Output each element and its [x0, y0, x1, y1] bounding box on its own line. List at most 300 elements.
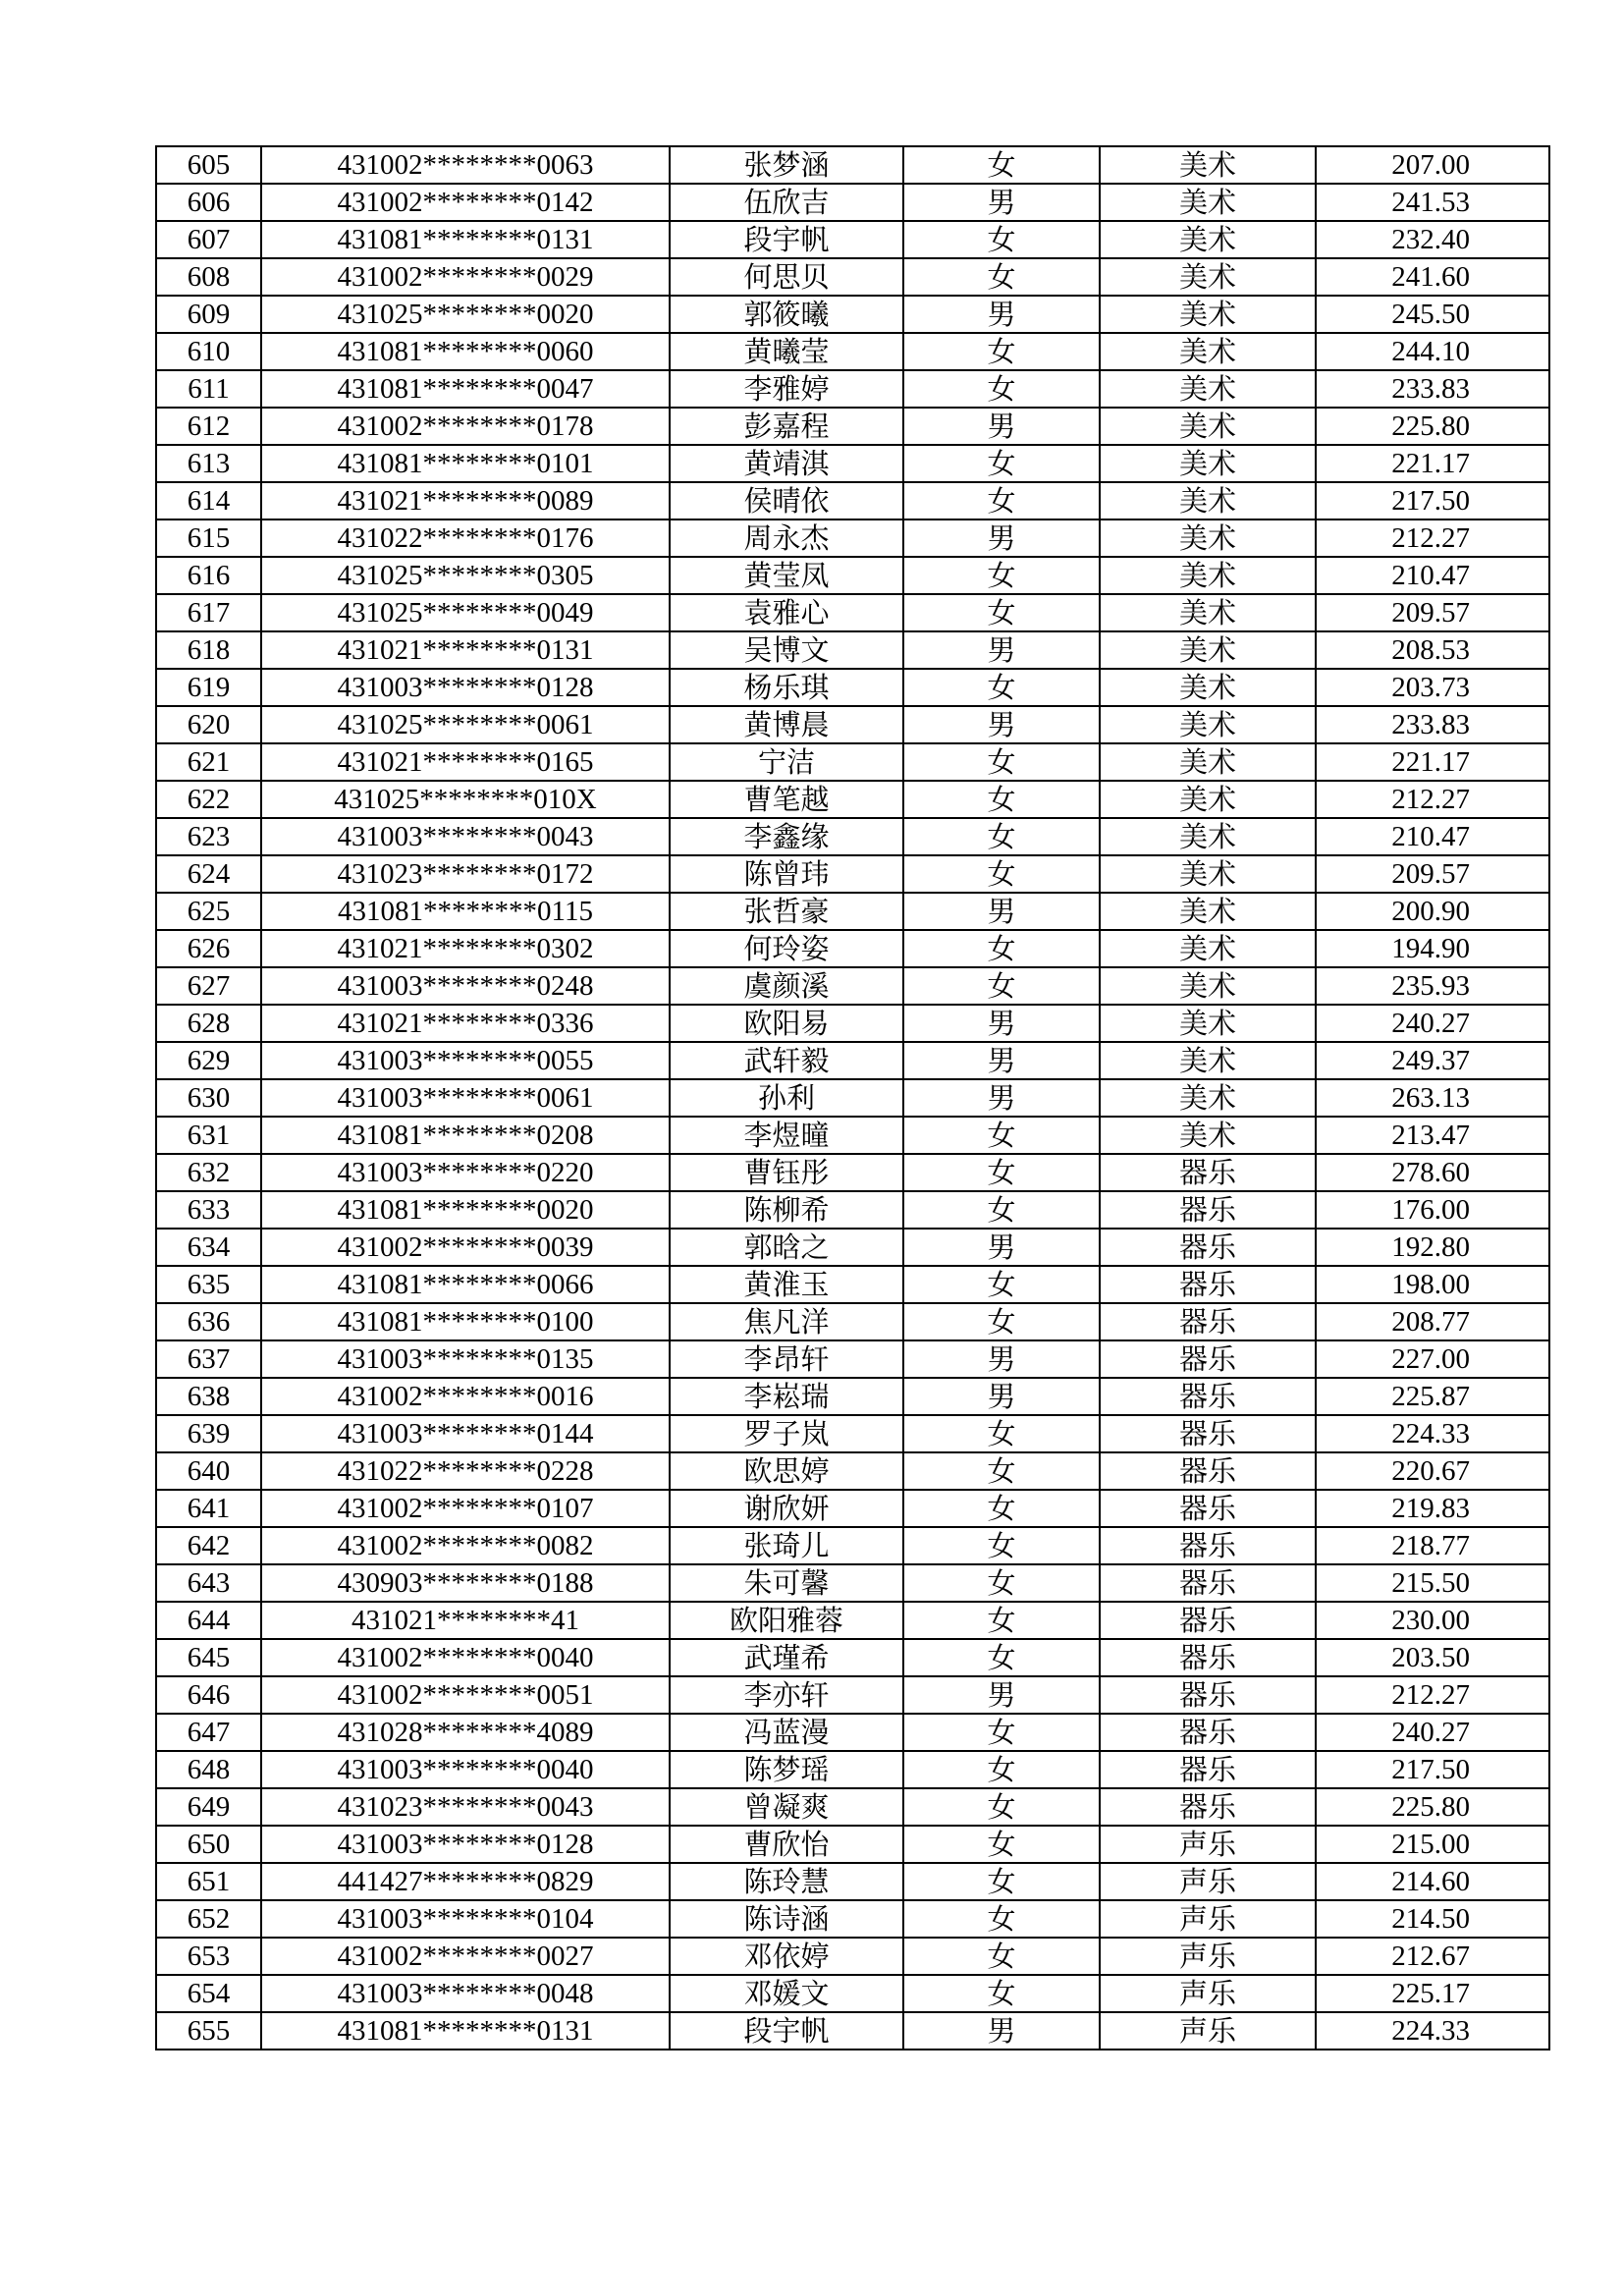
- row-number-cell: 624: [156, 855, 261, 893]
- gender-cell: 女: [903, 743, 1100, 781]
- row-number-cell: 644: [156, 1602, 261, 1639]
- score-cell: 225.17: [1316, 1975, 1549, 2012]
- id-number-cell: 431002********0142: [261, 184, 670, 221]
- category-cell: 器乐: [1100, 1527, 1316, 1564]
- table-row: [156, 146, 1549, 184]
- score-cell: 214.60: [1316, 1863, 1549, 1900]
- id-number-cell: 431025********0049: [261, 594, 670, 631]
- gender-cell: 女: [903, 1490, 1100, 1527]
- gender-cell: 男: [903, 1340, 1100, 1378]
- name-cell: 黄莹凤: [670, 557, 903, 594]
- category-cell: 器乐: [1100, 1378, 1316, 1415]
- table-row: [156, 445, 1549, 482]
- name-cell: 武瑾希: [670, 1639, 903, 1676]
- row-number-cell: 609: [156, 296, 261, 333]
- id-number-cell: 431003********0248: [261, 967, 670, 1005]
- row-number-cell: 638: [156, 1378, 261, 1415]
- gender-cell: 女: [903, 669, 1100, 706]
- name-cell: 邓依婷: [670, 1938, 903, 1975]
- name-cell: 何思贝: [670, 258, 903, 296]
- row-number-cell: 620: [156, 706, 261, 743]
- name-cell: 欧阳易: [670, 1005, 903, 1042]
- id-number-cell: 431002********0063: [261, 146, 670, 184]
- category-cell: 器乐: [1100, 1303, 1316, 1340]
- category-cell: 美术: [1100, 1042, 1316, 1079]
- gender-cell: 女: [903, 1639, 1100, 1676]
- id-number-cell: 431023********0043: [261, 1788, 670, 1826]
- gender-cell: 女: [903, 1191, 1100, 1229]
- gender-cell: 男: [903, 1042, 1100, 1079]
- table-row: [156, 1452, 1549, 1490]
- category-cell: 器乐: [1100, 1154, 1316, 1191]
- name-cell: 郭晗之: [670, 1229, 903, 1266]
- score-cell: 210.47: [1316, 557, 1549, 594]
- table-row: [156, 408, 1549, 445]
- row-number-cell: 606: [156, 184, 261, 221]
- category-cell: 器乐: [1100, 1191, 1316, 1229]
- gender-cell: 女: [903, 1415, 1100, 1452]
- row-number-cell: 640: [156, 1452, 261, 1490]
- score-cell: 212.27: [1316, 1676, 1549, 1714]
- name-cell: 彭嘉程: [670, 408, 903, 445]
- name-cell: 李煜曈: [670, 1117, 903, 1154]
- gender-cell: 女: [903, 1975, 1100, 2012]
- category-cell: 美术: [1100, 408, 1316, 445]
- table-row: [156, 1154, 1549, 1191]
- table-row: [156, 1005, 1549, 1042]
- gender-cell: 女: [903, 1527, 1100, 1564]
- name-cell: 李雅婷: [670, 370, 903, 408]
- category-cell: 美术: [1100, 146, 1316, 184]
- gender-cell: 女: [903, 967, 1100, 1005]
- row-number-cell: 641: [156, 1490, 261, 1527]
- score-cell: 224.33: [1316, 1415, 1549, 1452]
- score-cell: 220.67: [1316, 1452, 1549, 1490]
- score-cell: 219.83: [1316, 1490, 1549, 1527]
- name-cell: 李崧瑞: [670, 1378, 903, 1415]
- gender-cell: 男: [903, 1229, 1100, 1266]
- score-cell: 221.17: [1316, 743, 1549, 781]
- gender-cell: 女: [903, 557, 1100, 594]
- gender-cell: 女: [903, 221, 1100, 258]
- gender-cell: 女: [903, 1751, 1100, 1788]
- table-row: [156, 1863, 1549, 1900]
- category-cell: 美术: [1100, 221, 1316, 258]
- gender-cell: 女: [903, 1714, 1100, 1751]
- category-cell: 美术: [1100, 855, 1316, 893]
- id-number-cell: 431003********0048: [261, 1975, 670, 2012]
- row-number-cell: 612: [156, 408, 261, 445]
- id-number-cell: 431025********010X: [261, 781, 670, 818]
- id-number-cell: 431002********0051: [261, 1676, 670, 1714]
- score-cell: 227.00: [1316, 1340, 1549, 1378]
- category-cell: 美术: [1100, 594, 1316, 631]
- gender-cell: 男: [903, 1005, 1100, 1042]
- table-row: [156, 1378, 1549, 1415]
- id-number-cell: 431021********41: [261, 1602, 670, 1639]
- score-cell: 194.90: [1316, 930, 1549, 967]
- table-row: [156, 333, 1549, 370]
- table-row: [156, 893, 1549, 930]
- category-cell: 美术: [1100, 296, 1316, 333]
- row-number-cell: 611: [156, 370, 261, 408]
- name-cell: 陈曾玮: [670, 855, 903, 893]
- score-cell: 210.47: [1316, 818, 1549, 855]
- gender-cell: 男: [903, 2012, 1100, 2050]
- table-row: [156, 1079, 1549, 1117]
- row-number-cell: 630: [156, 1079, 261, 1117]
- name-cell: 邓媛文: [670, 1975, 903, 2012]
- score-cell: 233.83: [1316, 706, 1549, 743]
- category-cell: 器乐: [1100, 1602, 1316, 1639]
- id-number-cell: 431002********0039: [261, 1229, 670, 1266]
- id-number-cell: 431025********0305: [261, 557, 670, 594]
- row-number-cell: 655: [156, 2012, 261, 2050]
- name-cell: 郭筱曦: [670, 296, 903, 333]
- table-row: [156, 855, 1549, 893]
- score-cell: 245.50: [1316, 296, 1549, 333]
- row-number-cell: 648: [156, 1751, 261, 1788]
- score-cell: 209.57: [1316, 594, 1549, 631]
- score-cell: 192.80: [1316, 1229, 1549, 1266]
- name-cell: 虞颜溪: [670, 967, 903, 1005]
- score-cell: 203.73: [1316, 669, 1549, 706]
- id-number-cell: 431081********0101: [261, 445, 670, 482]
- score-cell: 263.13: [1316, 1079, 1549, 1117]
- table-row: [156, 557, 1549, 594]
- name-cell: 陈柳希: [670, 1191, 903, 1229]
- category-cell: 美术: [1100, 557, 1316, 594]
- id-number-cell: 431021********0302: [261, 930, 670, 967]
- row-number-cell: 642: [156, 1527, 261, 1564]
- score-cell: 203.50: [1316, 1639, 1549, 1676]
- score-cell: 209.57: [1316, 855, 1549, 893]
- id-number-cell: 431003********0128: [261, 669, 670, 706]
- row-number-cell: 625: [156, 893, 261, 930]
- name-cell: 黄淮玉: [670, 1266, 903, 1303]
- row-number-cell: 629: [156, 1042, 261, 1079]
- row-number-cell: 626: [156, 930, 261, 967]
- id-number-cell: 431081********0115: [261, 893, 670, 930]
- category-cell: 器乐: [1100, 1229, 1316, 1266]
- gender-cell: 男: [903, 893, 1100, 930]
- category-cell: 声乐: [1100, 1863, 1316, 1900]
- score-cell: 225.80: [1316, 1788, 1549, 1826]
- id-number-cell: 431003********0144: [261, 1415, 670, 1452]
- row-number-cell: 654: [156, 1975, 261, 2012]
- id-number-cell: 431023********0172: [261, 855, 670, 893]
- category-cell: 美术: [1100, 631, 1316, 669]
- name-cell: 曹笔越: [670, 781, 903, 818]
- category-cell: 器乐: [1100, 1714, 1316, 1751]
- row-number-cell: 633: [156, 1191, 261, 1229]
- name-cell: 黄靖淇: [670, 445, 903, 482]
- table-row: [156, 1303, 1549, 1340]
- name-cell: 曹欣怡: [670, 1826, 903, 1863]
- id-number-cell: 431081********0100: [261, 1303, 670, 1340]
- gender-cell: 女: [903, 146, 1100, 184]
- score-cell: 249.37: [1316, 1042, 1549, 1079]
- id-number-cell: 431028********4089: [261, 1714, 670, 1751]
- gender-cell: 女: [903, 333, 1100, 370]
- id-number-cell: 431081********0060: [261, 333, 670, 370]
- id-number-cell: 431021********0165: [261, 743, 670, 781]
- id-number-cell: 431003********0043: [261, 818, 670, 855]
- gender-cell: 女: [903, 482, 1100, 519]
- category-cell: 美术: [1100, 1079, 1316, 1117]
- table-row: [156, 1788, 1549, 1826]
- row-number-cell: 613: [156, 445, 261, 482]
- name-cell: 张梦涵: [670, 146, 903, 184]
- category-cell: 器乐: [1100, 1788, 1316, 1826]
- gender-cell: 女: [903, 855, 1100, 893]
- id-number-cell: 431025********0020: [261, 296, 670, 333]
- gender-cell: 男: [903, 1378, 1100, 1415]
- table-row: [156, 1826, 1549, 1863]
- gender-cell: 女: [903, 1863, 1100, 1900]
- score-cell: 230.00: [1316, 1602, 1549, 1639]
- table-row: [156, 818, 1549, 855]
- table-row: [156, 1117, 1549, 1154]
- table-row: [156, 1340, 1549, 1378]
- table-row: [156, 1975, 1549, 2012]
- id-number-cell: 431021********0131: [261, 631, 670, 669]
- table-row: [156, 482, 1549, 519]
- row-number-cell: 627: [156, 967, 261, 1005]
- score-cell: 214.50: [1316, 1900, 1549, 1938]
- category-cell: 声乐: [1100, 1975, 1316, 2012]
- gender-cell: 女: [903, 1826, 1100, 1863]
- category-cell: 声乐: [1100, 1900, 1316, 1938]
- id-number-cell: 431021********0089: [261, 482, 670, 519]
- gender-cell: 女: [903, 1154, 1100, 1191]
- id-number-cell: 431002********0107: [261, 1490, 670, 1527]
- score-cell: 212.67: [1316, 1938, 1549, 1975]
- row-number-cell: 610: [156, 333, 261, 370]
- table-row: [156, 1042, 1549, 1079]
- gender-cell: 男: [903, 519, 1100, 557]
- table-row: [156, 1938, 1549, 1975]
- category-cell: 美术: [1100, 1117, 1316, 1154]
- table-row: [156, 519, 1549, 557]
- id-number-cell: 431002********0016: [261, 1378, 670, 1415]
- score-cell: 200.90: [1316, 893, 1549, 930]
- table-row: [156, 781, 1549, 818]
- row-number-cell: 608: [156, 258, 261, 296]
- row-number-cell: 621: [156, 743, 261, 781]
- results-table-body: [156, 146, 1549, 2050]
- row-number-cell: 605: [156, 146, 261, 184]
- id-number-cell: 431003********0061: [261, 1079, 670, 1117]
- category-cell: 美术: [1100, 893, 1316, 930]
- name-cell: 谢欣妍: [670, 1490, 903, 1527]
- name-cell: 张哲豪: [670, 893, 903, 930]
- category-cell: 美术: [1100, 519, 1316, 557]
- score-cell: 207.00: [1316, 146, 1549, 184]
- category-cell: 美术: [1100, 370, 1316, 408]
- row-number-cell: 649: [156, 1788, 261, 1826]
- id-number-cell: 431022********0228: [261, 1452, 670, 1490]
- score-cell: 241.60: [1316, 258, 1549, 296]
- name-cell: 曾凝爽: [670, 1788, 903, 1826]
- id-number-cell: 441427********0829: [261, 1863, 670, 1900]
- score-cell: 224.33: [1316, 2012, 1549, 2050]
- category-cell: 器乐: [1100, 1751, 1316, 1788]
- name-cell: 孙利: [670, 1079, 903, 1117]
- id-number-cell: 431003********0128: [261, 1826, 670, 1863]
- id-number-cell: 431081********0020: [261, 1191, 670, 1229]
- score-cell: 212.27: [1316, 519, 1549, 557]
- row-number-cell: 650: [156, 1826, 261, 1863]
- table-row: [156, 930, 1549, 967]
- score-cell: 232.40: [1316, 221, 1549, 258]
- table-row: [156, 669, 1549, 706]
- table-row: [156, 1900, 1549, 1938]
- id-number-cell: 430903********0188: [261, 1564, 670, 1602]
- id-number-cell: 431002********0178: [261, 408, 670, 445]
- category-cell: 器乐: [1100, 1490, 1316, 1527]
- name-cell: 焦凡洋: [670, 1303, 903, 1340]
- category-cell: 器乐: [1100, 1564, 1316, 1602]
- score-cell: 225.87: [1316, 1378, 1549, 1415]
- table-row: [156, 1527, 1549, 1564]
- score-cell: 235.93: [1316, 967, 1549, 1005]
- category-cell: 器乐: [1100, 1415, 1316, 1452]
- row-number-cell: 619: [156, 669, 261, 706]
- name-cell: 冯蓝漫: [670, 1714, 903, 1751]
- gender-cell: 男: [903, 1676, 1100, 1714]
- id-number-cell: 431081********0047: [261, 370, 670, 408]
- name-cell: 伍欣吉: [670, 184, 903, 221]
- row-number-cell: 653: [156, 1938, 261, 1975]
- gender-cell: 男: [903, 408, 1100, 445]
- gender-cell: 女: [903, 818, 1100, 855]
- name-cell: 段宇帆: [670, 221, 903, 258]
- score-cell: 233.83: [1316, 370, 1549, 408]
- gender-cell: 男: [903, 631, 1100, 669]
- table-row: [156, 221, 1549, 258]
- table-row: [156, 1229, 1549, 1266]
- category-cell: 器乐: [1100, 1639, 1316, 1676]
- table-row: [156, 1602, 1549, 1639]
- table-row: [156, 631, 1549, 669]
- category-cell: 器乐: [1100, 1676, 1316, 1714]
- id-number-cell: 431003********0040: [261, 1751, 670, 1788]
- id-number-cell: 431025********0061: [261, 706, 670, 743]
- name-cell: 李亦轩: [670, 1676, 903, 1714]
- name-cell: 欧思婷: [670, 1452, 903, 1490]
- id-number-cell: 431003********0135: [261, 1340, 670, 1378]
- score-cell: 213.47: [1316, 1117, 1549, 1154]
- gender-cell: 男: [903, 184, 1100, 221]
- category-cell: 美术: [1100, 818, 1316, 855]
- id-number-cell: 431002********0082: [261, 1527, 670, 1564]
- name-cell: 李昂轩: [670, 1340, 903, 1378]
- table-row: [156, 1191, 1549, 1229]
- category-cell: 美术: [1100, 669, 1316, 706]
- table-row: [156, 1639, 1549, 1676]
- id-number-cell: 431003********0104: [261, 1900, 670, 1938]
- gender-cell: 女: [903, 594, 1100, 631]
- score-cell: 176.00: [1316, 1191, 1549, 1229]
- id-number-cell: 431002********0029: [261, 258, 670, 296]
- row-number-cell: 636: [156, 1303, 261, 1340]
- category-cell: 美术: [1100, 1005, 1316, 1042]
- name-cell: 武轩毅: [670, 1042, 903, 1079]
- id-number-cell: 431081********0131: [261, 2012, 670, 2050]
- table-row: [156, 1676, 1549, 1714]
- gender-cell: 女: [903, 781, 1100, 818]
- gender-cell: 女: [903, 445, 1100, 482]
- name-cell: 何玲姿: [670, 930, 903, 967]
- id-number-cell: 431002********0040: [261, 1639, 670, 1676]
- row-number-cell: 615: [156, 519, 261, 557]
- id-number-cell: 431003********0220: [261, 1154, 670, 1191]
- row-number-cell: 646: [156, 1676, 261, 1714]
- table-row: [156, 1714, 1549, 1751]
- name-cell: 黄曦莹: [670, 333, 903, 370]
- name-cell: 罗子岚: [670, 1415, 903, 1452]
- category-cell: 美术: [1100, 930, 1316, 967]
- id-number-cell: 431021********0336: [261, 1005, 670, 1042]
- id-number-cell: 431002********0027: [261, 1938, 670, 1975]
- name-cell: 宁洁: [670, 743, 903, 781]
- table-row: [156, 184, 1549, 221]
- id-number-cell: 431003********0055: [261, 1042, 670, 1079]
- table-row: [156, 1490, 1549, 1527]
- score-cell: 208.77: [1316, 1303, 1549, 1340]
- score-cell: 218.77: [1316, 1527, 1549, 1564]
- name-cell: 侯晴依: [670, 482, 903, 519]
- category-cell: 声乐: [1100, 2012, 1316, 2050]
- gender-cell: 男: [903, 706, 1100, 743]
- score-cell: 278.60: [1316, 1154, 1549, 1191]
- gender-cell: 女: [903, 1452, 1100, 1490]
- row-number-cell: 622: [156, 781, 261, 818]
- category-cell: 美术: [1100, 706, 1316, 743]
- category-cell: 美术: [1100, 258, 1316, 296]
- id-number-cell: 431081********0066: [261, 1266, 670, 1303]
- category-cell: 器乐: [1100, 1452, 1316, 1490]
- table-row: [156, 967, 1549, 1005]
- category-cell: 美术: [1100, 184, 1316, 221]
- gender-cell: 女: [903, 1900, 1100, 1938]
- table-row: [156, 1266, 1549, 1303]
- table-row: [156, 1415, 1549, 1452]
- id-number-cell: 431081********0131: [261, 221, 670, 258]
- gender-cell: 男: [903, 1079, 1100, 1117]
- category-cell: 声乐: [1100, 1826, 1316, 1863]
- row-number-cell: 623: [156, 818, 261, 855]
- table-row: [156, 594, 1549, 631]
- score-cell: 198.00: [1316, 1266, 1549, 1303]
- score-cell: 215.50: [1316, 1564, 1549, 1602]
- name-cell: 陈诗涵: [670, 1900, 903, 1938]
- score-cell: 240.27: [1316, 1005, 1549, 1042]
- row-number-cell: 618: [156, 631, 261, 669]
- score-cell: 225.80: [1316, 408, 1549, 445]
- table-row: [156, 370, 1549, 408]
- score-cell: 241.53: [1316, 184, 1549, 221]
- name-cell: 袁雅心: [670, 594, 903, 631]
- score-cell: 240.27: [1316, 1714, 1549, 1751]
- gender-cell: 男: [903, 296, 1100, 333]
- category-cell: 美术: [1100, 743, 1316, 781]
- gender-cell: 女: [903, 1303, 1100, 1340]
- score-cell: 217.50: [1316, 482, 1549, 519]
- gender-cell: 女: [903, 1788, 1100, 1826]
- name-cell: 段宇帆: [670, 2012, 903, 2050]
